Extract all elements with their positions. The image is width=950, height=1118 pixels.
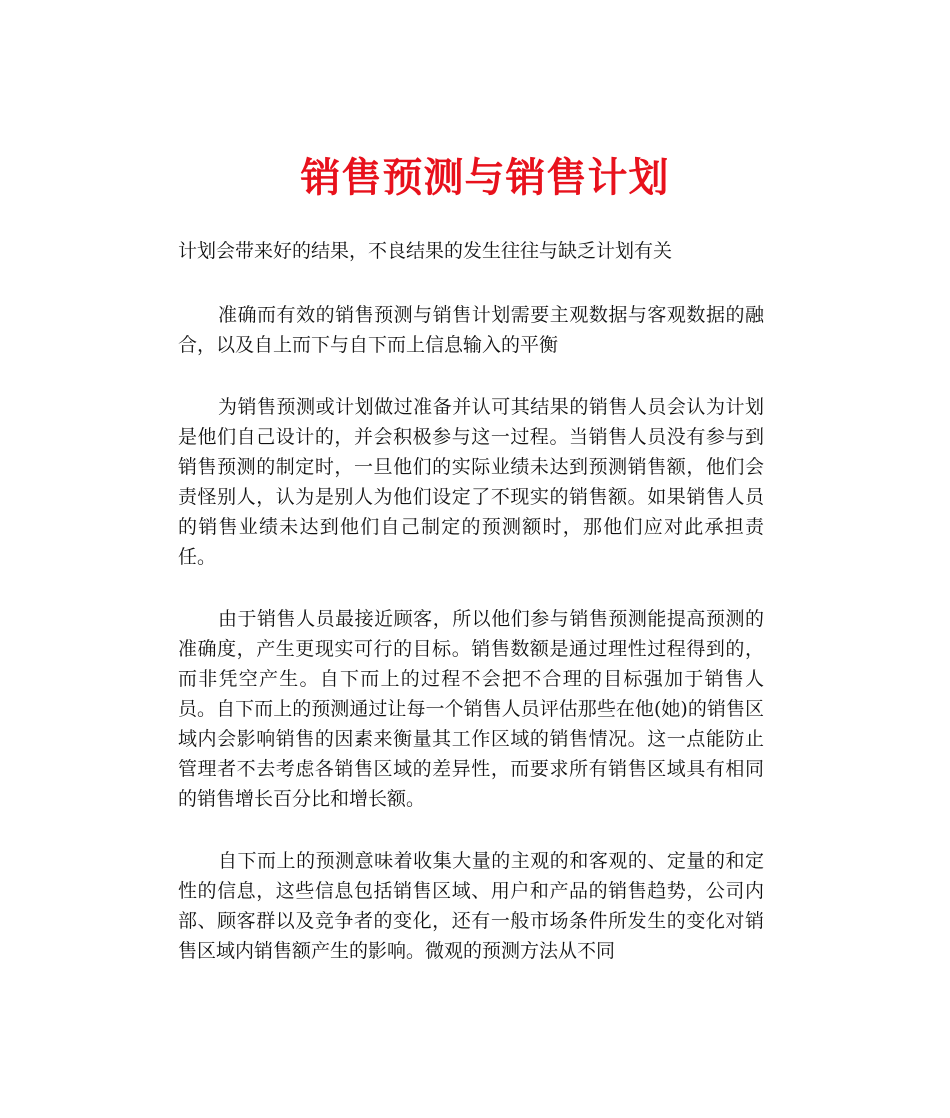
paragraph-1: 准确而有效的销售预测与销售计划需要主观数据与客观数据的融合，以及自上而下与自下而上信息输入的平衡 [178,304,764,356]
paragraph-2: 为销售预测或计划做过准备并认可其结果的销售人员会认为计划是他们自己设计的，并会积极参与这一过程。当销售人员没有参与到销售预测的制定时，一旦他们的实际业绩未达到预测销售额，他们会责怪别人，认为是别人为他们设定了不现实的销售额。如果销售人员的销售业绩未达到他们自己制定的预测额时，那他们应对此承担责任。 [178,396,764,568]
lead-sentence: 计划会带来好的结果，不良结果的发生往往与缺乏计划有关 [178,240,673,262]
page-title: 销售预测与销售计划 [300,154,670,201]
paragraph-4: 自下而上的预测意味着收集大量的主观的和客观的、定量的和定性的信息，这些信息包括销售区域、用户和产品的销售趋势，公司内部、顾客群以及竞争者的变化，还有一般市场条件所发生的变化对销售区域内销售额产生的影响。微观的预测方法从不同 [178,850,764,962]
paragraph-3: 由于销售人员最接近顾客，所以他们参与销售预测能提高预测的准确度，产生更现实可行的目标。销售数额是通过理性过程得到的，而非凭空产生。自下而上的过程不会把不合理的目标强加于销售人员。自下而上的预测通过让每一个销售人员评估那些在他(她)的销售区域内会影响销售的因素来衡量其工作区域的销售情况。这一点能防止管理者不去考虑各销售区域的差异性，而要求所有销售区域具有相同的销售增长百分比和增长额。 [178,608,764,810]
